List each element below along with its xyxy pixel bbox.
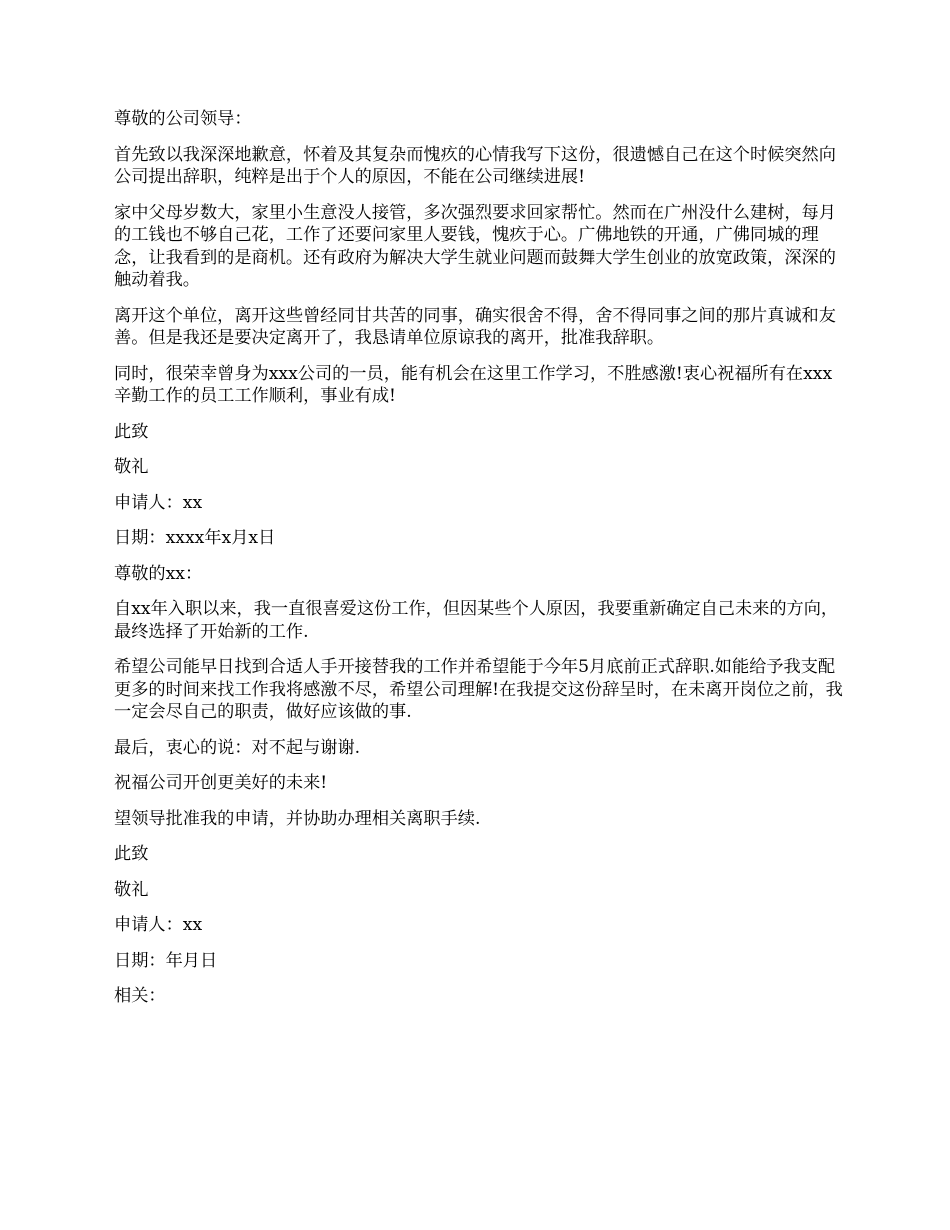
paragraph: 希望公司能早日找到合适人手开接替我的工作并希望能于今年5月底前正式辞职.如能给予我支配更多的时间来找工作我将感激不尽，希望公司理解!在我提交这份辞呈时，在未离开岗位之前，我一定会尽自己的职责，做好应该做的事. — [114, 657, 843, 722]
applicant-line: 申请人：xx — [114, 492, 203, 513]
paragraph: 最后，衷心的说：对不起与谢谢. — [114, 737, 361, 758]
salutation: 尊敬的xx： — [114, 563, 203, 584]
date-line: 日期：xxxx年x月x日 — [114, 528, 276, 548]
closing-line: 此致 — [114, 421, 149, 442]
date-line: 日期：年月日 — [114, 950, 218, 971]
closing-line: 敬礼 — [114, 457, 149, 477]
paragraph: 首先致以我深深地歉意，怀着及其复杂而愧疚的心情我写下这份，很遗憾自己在这个时候突然向公司提出辞职，纯粹是出于个人的原因，不能在公司继续进展! — [114, 144, 836, 187]
paragraph: 望领导批准我的申请，并协助办理相关离职手续. — [114, 808, 481, 829]
letter-body — [114, 108, 844, 1021]
paragraph: 自xx年入职以来，我一直很喜爱这份工作，但因某些个人原因，我要重新确定自己未来的方向，最终选择了开始新的工作. — [114, 599, 839, 642]
closing-line: 此致 — [114, 844, 149, 864]
paragraph: 同时，很荣幸曾身为xxx公司的一员，能有机会在这里工作学习，不胜感激!衷心祝福所有在xxx辛勤工作的员工工作顺利，事业有成! — [114, 363, 833, 406]
closing-line: 敬礼 — [114, 879, 149, 900]
paragraph: 离开这个单位，离开这些曾经同甘共苦的同事，确实很舍不得，舍不得同事之间的那片真诚和友善。但是我还是要决定离开了，我恳请单位原谅我的离开，批准我辞职。 — [114, 305, 836, 348]
related-label: 相关： — [114, 986, 166, 1006]
paragraph: 祝福公司开创更美好的未来! — [114, 773, 328, 793]
applicant-line: 申请人：xx — [114, 915, 203, 935]
salutation: 尊敬的公司领导： — [114, 109, 252, 129]
paragraph: 家中父母岁数大，家里小生意没人接管，多次强烈要求回家帮忙。然而在广州没什么建树，每月的工钱也不够自己花，工作了还要问家里人要钱，愧疚于心。广佛地铁的开通，广佛同城的理念，让我看到的是商机。还有政府为解决大学生就业问题而鼓舞大学生创业的放宽政策，深深的触动着我。 — [114, 202, 836, 290]
